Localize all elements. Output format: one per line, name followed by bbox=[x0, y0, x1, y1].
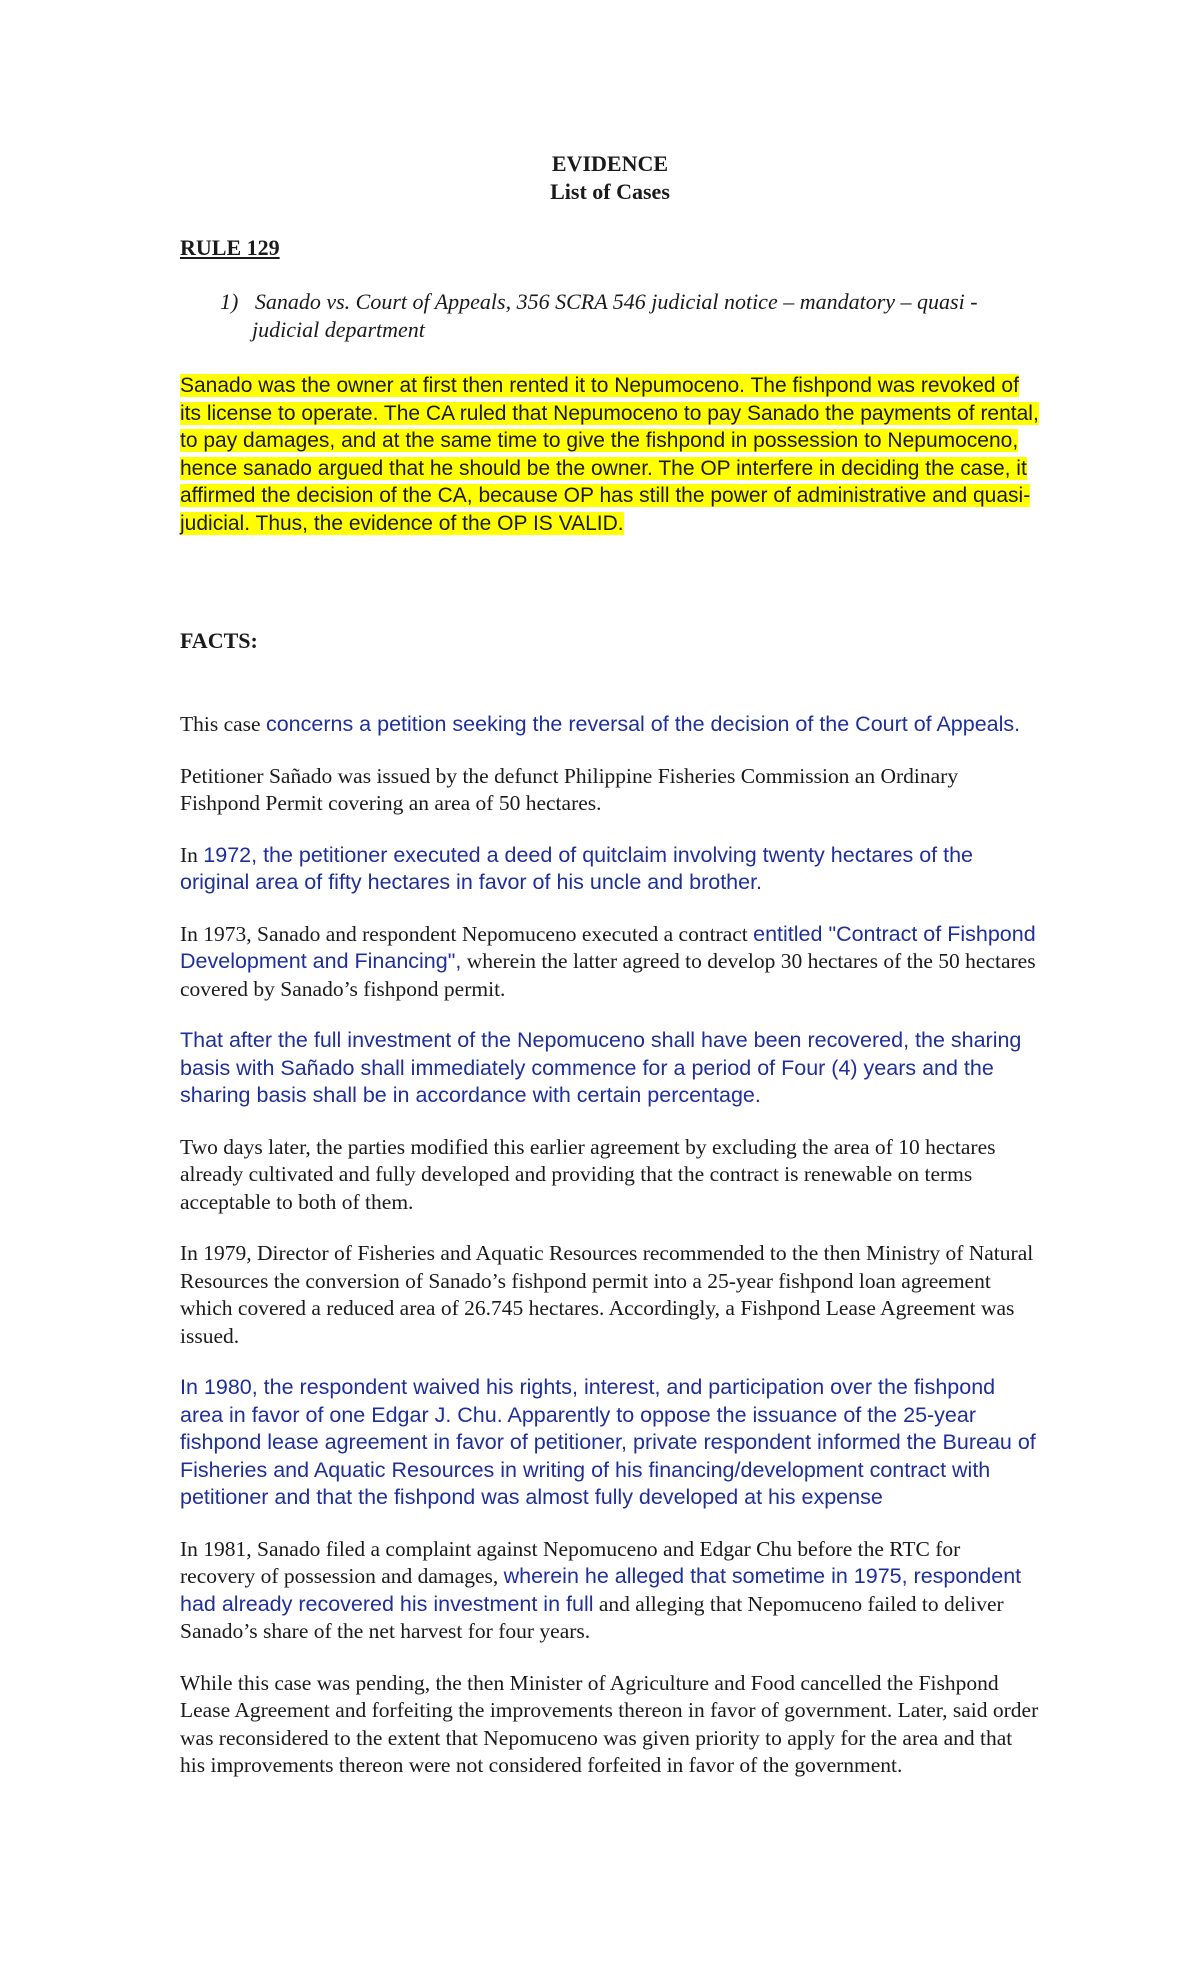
case-title: Sanado vs. Court of Appeals, 356 SCRA 546 judicial notice – mandatory – quasi - judicial department bbox=[252, 289, 978, 342]
facts-paragraph-6: Two days later, the parties modified this earlier agreement by excluding the area of 10 hectares already cultivated and fully developed and providing that the contract is renewable on terms acceptable to both of them. bbox=[180, 1134, 996, 1214]
document-title: EVIDENCE bbox=[551, 151, 669, 176]
case-list-item bbox=[180, 288, 1040, 344]
facts-paragraph-5: That after the full investment of the Nepomuceno shall have been recovered, the sharing basis with Sañado shall immediately commence for a period of Four (4) years and the sharing basis shall be in accordance with certain percentage. bbox=[180, 1028, 1022, 1107]
p9-text: In 1981, Sanado filed a complaint against Nepomuceno and Edgar Chu before the RTC for recovery of possession and damages, bbox=[180, 1536, 961, 1588]
document-subtitle: List of Cases bbox=[550, 179, 670, 204]
facts-paragraph-10: While this case was pending, the then Minister of Agriculture and Food cancelled the Fishpond Lease Agreement and forfeiting the improvements thereon in favor of government. Later, said order was reconsidered to the extent that Nepomuceno was given priority to apply for the area and that his improvements thereon were not considered forfeited in favor of the government. bbox=[180, 1670, 1039, 1777]
p1-blue-text: concerns a petition seeking the reversal of the decision of the Court of Appeals. bbox=[265, 712, 1021, 736]
document-page bbox=[180, 150, 1040, 1780]
facts-paragraph-4 bbox=[180, 921, 1040, 1004]
facts-paragraph-2: Petitioner Sañado was issued by the defunct Philippine Fisheries Commission an Ordinary Fishpond Permit covering an area of 50 hectares. bbox=[180, 763, 959, 815]
case-summary-highlight: Sanado was the owner at first then rented it to Nepumoceno. The fishpond was revoked of its license to operate. The CA ruled that Nepumoceno to pay Sanado the payments of rental, to pay damages, and at the same time to give the fishpond in possession to Nepumoceno, hence sanado argued that he should be the owner. The OP interfere in deciding the case, it affirmed the decision of the CA, because OP has still the power of administrative and quasi-judicial. Thus, the evidence of the OP IS VALID. bbox=[180, 374, 1039, 535]
facts-paragraph-3 bbox=[180, 842, 1040, 897]
p9-text-end: and alleging that Nepomuceno failed to deliver Sanado’s share of the net harvest for four years. bbox=[180, 1591, 1004, 1643]
case-summary bbox=[180, 372, 1040, 537]
p4-text-end: wherein the latter agreed to develop 30 hectares of the 50 hectares covered by Sanado’s fishpond permit. bbox=[180, 949, 1036, 1001]
rule-heading: RULE 129 bbox=[180, 235, 280, 260]
facts-paragraph-7: In 1979, Director of Fisheries and Aquatic Resources recommended to the then Ministry of Natural Resources the conversion of Sanado’s fishpond permit into a 25-year fishpond loan agreement which covered a reduced area of 26.745 hectares. Accordingly, a Fishpond Lease Agreement was issued. bbox=[180, 1241, 1034, 1348]
facts-paragraph-9 bbox=[180, 1536, 1040, 1646]
p1-text: This case bbox=[180, 712, 266, 736]
p4-blue-text: entitled "Contract of Fishpond Development and Financing", bbox=[180, 921, 1036, 973]
p9-blue-text: wherein he alleged that sometime in 1975, respondent had already recovered his investment in full bbox=[180, 1564, 1022, 1616]
p4-text: In 1973, Sanado and respondent Nepomuceno executed a contract bbox=[180, 921, 754, 946]
facts-heading: FACTS: bbox=[180, 628, 258, 653]
facts-paragraph-8: In 1980, the respondent waived his rights, interest, and participation over the fishpond area in favor of one Edgar J. Chu. Apparently to oppose the issuance of the 25-year fishpond lease agreement in favor of petitioner, private respondent informed the Bureau of Fisheries and Aquatic Resources in writing of his financing/development contract with petitioner and that the fishpond was almost fully developed at his expense bbox=[180, 1375, 1036, 1509]
facts-paragraph-1 bbox=[180, 711, 1040, 739]
case-number: 1) bbox=[220, 289, 239, 314]
p3-blue-text: 1972, the petitioner executed a deed of quitclaim involving twenty hectares of the original area of fifty hectares in favor of his uncle and brother. bbox=[180, 842, 974, 894]
p3-text: In bbox=[180, 842, 204, 867]
